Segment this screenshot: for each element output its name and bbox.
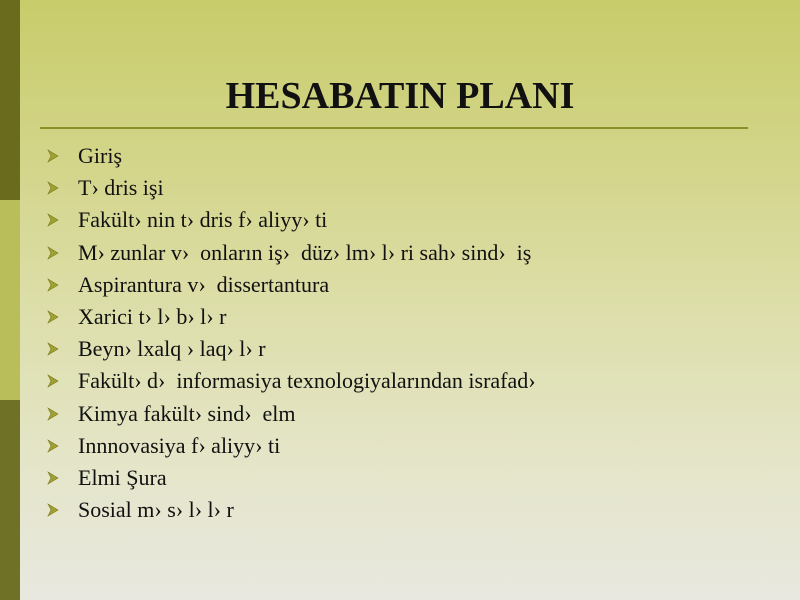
arrow-bullet-icon [46, 278, 60, 292]
list-item-text: Kimya fakült› sind› elm [78, 400, 296, 426]
arrow-bullet-icon [46, 310, 60, 324]
list-item-text: Innnovasiya f› aliyy› ti [78, 432, 281, 458]
list-item [46, 494, 536, 526]
list-item-text: T› dris işi [78, 175, 164, 201]
list-item-text: Beyn› lxalq › laq› l› r [78, 336, 266, 362]
arrow-bullet-icon [46, 471, 60, 485]
arrow-bullet-icon [46, 181, 60, 195]
arrow-bullet-icon [46, 407, 60, 421]
bullet-list [46, 140, 536, 526]
list-item-text: Fakült› nin t› dris f› aliyy› ti [78, 207, 328, 233]
arrow-bullet-icon [46, 342, 60, 356]
list-item-text: Fakült› d› informasiya texnologiyalarından israfad› [78, 368, 536, 394]
list-item [46, 365, 536, 397]
list-item [46, 398, 536, 430]
list-item [46, 140, 536, 172]
title-divider [40, 127, 748, 129]
slide-title: HESABATIN PLANI [225, 75, 575, 117]
list-item-text: Aspirantura v› dissertantura [78, 271, 330, 297]
list-item [46, 333, 536, 365]
arrow-bullet-icon [46, 213, 60, 227]
list-item-text: Xarici t› l› b› l› r [78, 304, 227, 330]
arrow-bullet-icon [46, 439, 60, 453]
list-item [46, 269, 536, 301]
list-item [46, 430, 536, 462]
list-item-text: Giriş [78, 143, 122, 169]
arrow-bullet-icon [46, 503, 60, 517]
arrow-bullet-icon [46, 149, 60, 163]
list-item [46, 204, 536, 236]
list-item-text: Sosial m› s› l› l› r [78, 497, 234, 523]
list-item-text: Elmi Şura [78, 464, 167, 490]
list-item [46, 172, 536, 204]
list-item [46, 301, 536, 333]
list-item [46, 237, 536, 269]
sidebar-stripe-middle [0, 200, 20, 400]
sidebar-stripe-bottom [0, 400, 20, 600]
list-item [46, 462, 536, 494]
arrow-bullet-icon [46, 374, 60, 388]
list-item-text: M› zunlar v› onların iş› düz› lm› l› ri sah› sind› iş [78, 239, 532, 265]
arrow-bullet-icon [46, 246, 60, 260]
